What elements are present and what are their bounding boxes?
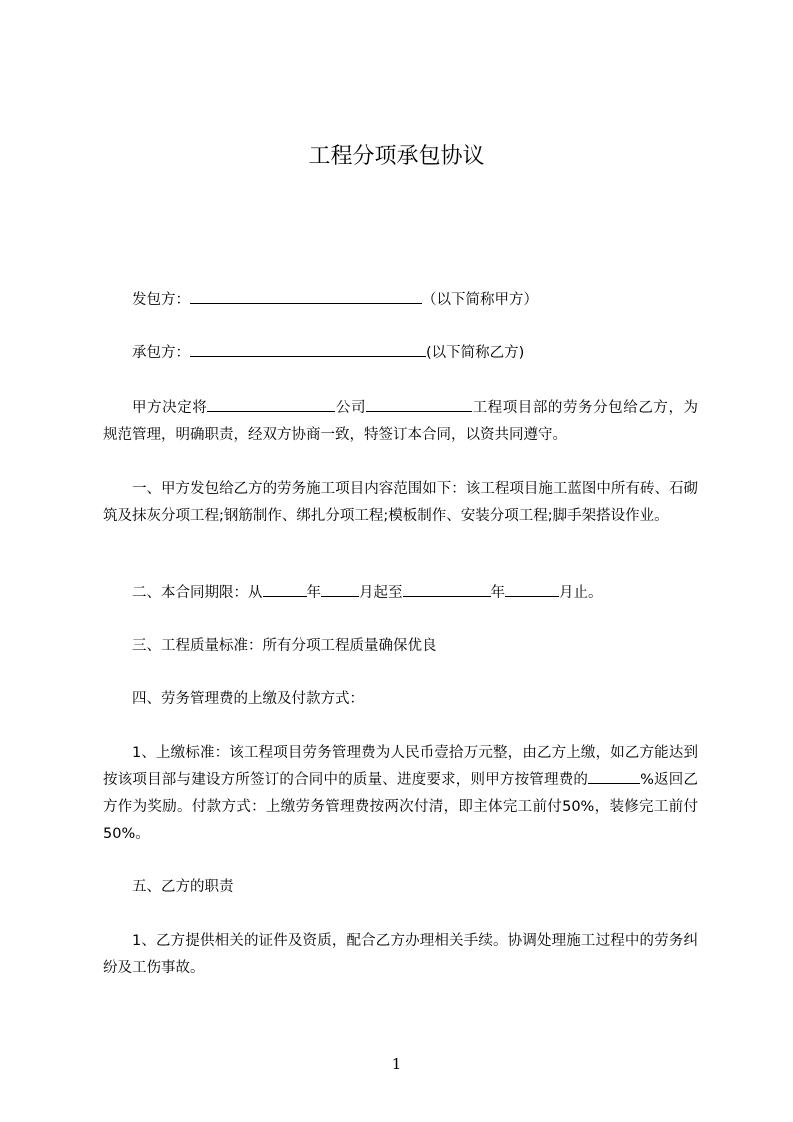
end-month-blank: [505, 581, 559, 597]
end-year-label: 年: [490, 585, 505, 601]
party-a-label: 发包方：: [132, 292, 190, 308]
section-2-label: 二、本合同期限：从: [132, 585, 263, 601]
fee-text-2: %返回乙方作为奖励。付款方式：上缴劳务管理费按两次付清，即主体完工前付50%，装修完工前付 50%。: [103, 772, 699, 842]
fee-text-1: 1、上缴标准：该工程项目劳务管理费为人民币壹拾万元整，由乙方上缴，如乙方能达到按该项目部与建设方所签订的合同中的质量、进度要求，则甲方按管理费的: [103, 745, 698, 788]
section-5-item-1: 1、乙方提供相关的证件及资质，配合乙方办理相关手续。协调处理施工过程中的劳务纠纷及工伤事故。: [103, 933, 698, 976]
page-number: 1: [391, 1055, 402, 1073]
start-month-label: 月起至: [359, 585, 403, 601]
party-b-note: (以下简称乙方): [426, 345, 525, 361]
end-year-blank: [403, 581, 491, 597]
intro-text-1: 甲方决定将: [132, 400, 208, 416]
start-month-blank: [321, 581, 359, 597]
party-b-label: 承包方：: [132, 345, 190, 361]
party-a-note: （以下简称甲方）: [422, 292, 538, 308]
reward-percent-blank: [588, 768, 640, 784]
party-a-blank: [190, 288, 422, 304]
intro-text-3: 工程项目部的劳务分包给乙方，为规范管理，明确职责，经双方协商一致，特签订本合同，以资共同遵守。: [103, 400, 699, 443]
party-b-line: [103, 340, 698, 367]
section-3-line: 三、工程质量标准：所有分项工程质量确保优良: [132, 638, 437, 654]
section-1-paragraph: 一、甲方发包给乙方的劳务施工项目内容范围如下：该工程项目施工蓝图中所有砖、石砌筑及抹灰分项工程;钢筋制作、绑扎分项工程;模板制作、安装分项工程;脚手架搭设作业。: [103, 481, 698, 524]
section-2-line: [103, 580, 698, 607]
document-title: 工程分项承包协议: [308, 144, 485, 169]
start-year-label: 年: [306, 585, 321, 601]
party-a-line: [103, 287, 698, 314]
intro-paragraph: [103, 395, 698, 449]
end-month-label: 月止。: [559, 585, 603, 601]
party-b-blank: [190, 341, 426, 357]
start-year-blank: [263, 581, 307, 597]
intro-text-2: 公司: [335, 400, 367, 416]
section-5-heading: 五、乙方的职责: [132, 879, 234, 895]
project-blank: [207, 396, 335, 412]
company-blank: [366, 396, 472, 412]
section-4-heading: 四、劳务管理费的上缴及付款方式：: [132, 691, 364, 707]
section-4-item-1: [103, 740, 698, 848]
